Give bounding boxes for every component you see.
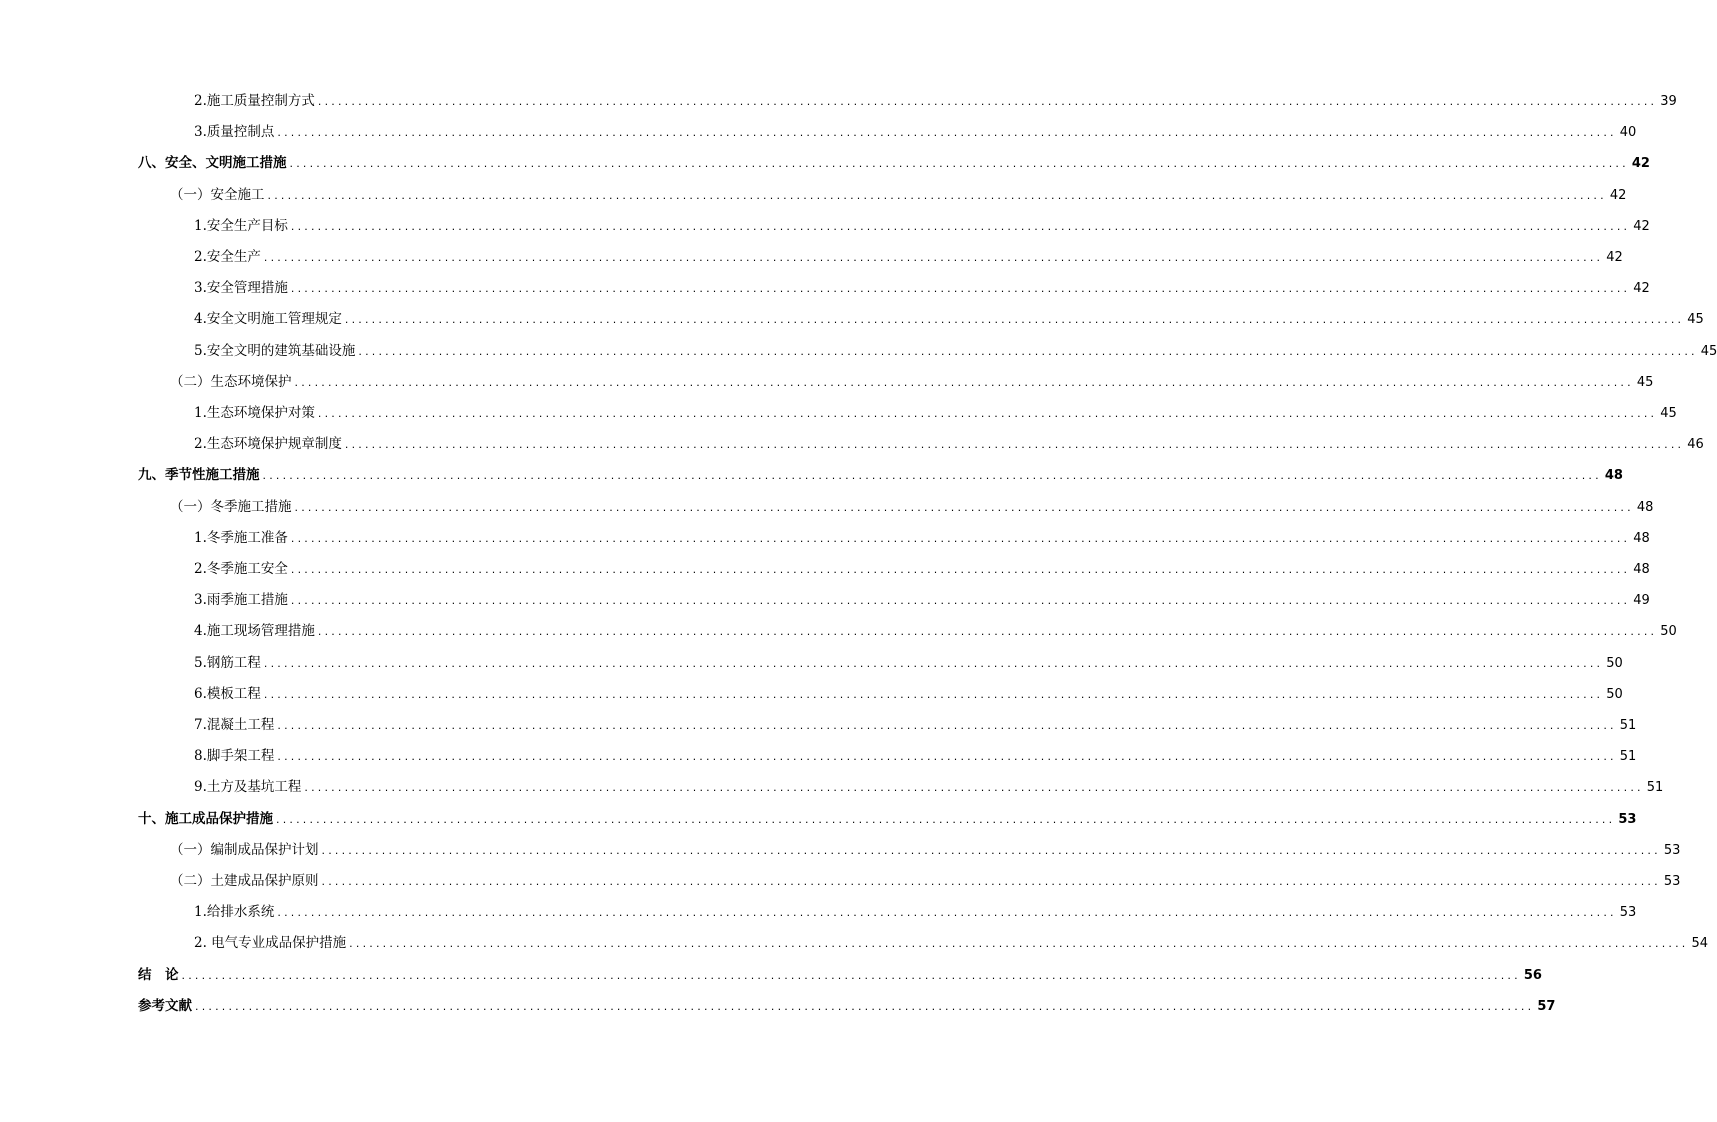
- toc-entry-page-number: 42: [1631, 156, 1650, 172]
- toc-leader-dots: ........................................................................................................................................................................................................: [290, 531, 1631, 545]
- toc-entry-title: 3.质量控制点: [194, 124, 275, 141]
- toc-entry-title: （一）编制成品保护计划: [170, 841, 319, 858]
- toc-entry-page-number: 42: [1633, 218, 1650, 234]
- toc-entry[interactable]: [194, 932, 1709, 954]
- toc-leader-dots: ........................................................................................................................................................................................................: [317, 625, 1658, 639]
- toc-leader-dots: ........................................................................................................................................................................................................: [277, 719, 1617, 732]
- toc-leader-dots: ........................................................................................................................................................................................................: [263, 687, 1604, 701]
- toc-entry-page-number: 45: [1700, 343, 1717, 359]
- toc-entry-title: 参考文献: [138, 997, 192, 1014]
- toc-entry-title: （一）安全施工: [170, 186, 265, 203]
- toc-entry-title: 2. 电气专业成品保护措施: [194, 935, 347, 952]
- toc-entry[interactable]: [194, 714, 1637, 736]
- toc-leader-dots: ........................................................................................................................................................................................................: [290, 219, 1631, 233]
- toc-leader-dots: ........................................................................................................................................................................................................: [262, 469, 1602, 483]
- toc-entry-title: 2.生态环境保护规章制度: [194, 436, 342, 453]
- toc-entry-page-number: 51: [1646, 780, 1664, 796]
- toc-entry[interactable]: [194, 308, 1704, 330]
- toc-entry-page-number: 50: [1606, 686, 1623, 702]
- toc-entry[interactable]: [138, 964, 1542, 986]
- toc-leader-dots: ........................................................................................................................................................................................................: [344, 438, 1685, 452]
- toc-entry[interactable]: [194, 215, 1650, 237]
- toc-leader-dots: ........................................................................................................................................................................................................: [267, 188, 1607, 202]
- toc-leader-dots: ........................................................................................................................................................................................................: [290, 594, 1631, 608]
- toc-entry-title: 4.施工现场管理措施: [194, 623, 315, 640]
- toc-entry-page-number: 53: [1663, 874, 1681, 889]
- toc-entry-page-number: 48: [1604, 468, 1623, 484]
- toc-leader-dots: ........................................................................................................................................................................................................: [321, 843, 1661, 857]
- toc-leader-dots: ........................................................................................................................................................................................................: [195, 999, 1535, 1013]
- toc-entry-page-number: 48: [1633, 562, 1650, 577]
- toc-entry-page-number: 53: [1618, 811, 1637, 827]
- toc-entry-page-number: 48: [1636, 499, 1654, 515]
- toc-entry[interactable]: [194, 901, 1637, 923]
- toc-entry-page-number: 49: [1633, 593, 1650, 609]
- toc-leader-dots: ........................................................................................................................................................................................................: [276, 812, 1616, 826]
- toc-entry-page-number: 54: [1691, 936, 1709, 952]
- toc-entry-title: 1.给排水系统: [194, 904, 275, 921]
- toc-entry-page-number: 39: [1660, 94, 1677, 109]
- toc-entry-page-number: 53: [1663, 842, 1681, 858]
- toc-entry[interactable]: [194, 652, 1623, 674]
- toc-entry-title: 4.安全文明施工管理规定: [194, 311, 342, 328]
- toc-entry-title: 5.钢筋工程: [194, 654, 261, 671]
- toc-entry-title: 8.脚手架工程: [194, 748, 275, 765]
- toc-entry-title: 九、季节性施工措施: [138, 467, 260, 484]
- toc-leader-dots: ........................................................................................................................................................................................................: [290, 563, 1631, 576]
- toc-entry[interactable]: [194, 558, 1650, 580]
- toc-entry-title: 1.生态环境保护对策: [194, 405, 315, 421]
- toc-entry-page-number: 48: [1633, 530, 1650, 546]
- toc-entry-page-number: 45: [1636, 374, 1654, 390]
- toc-entry-title: 2.安全生产: [194, 249, 261, 265]
- toc-entry[interactable]: [194, 620, 1677, 642]
- toc-entry-page-number: 42: [1609, 187, 1627, 203]
- toc-entry[interactable]: [194, 527, 1650, 549]
- toc-entry-title: 1.冬季施工准备: [194, 529, 288, 546]
- toc-entry-page-number: 40: [1619, 125, 1637, 141]
- toc-entry[interactable]: [194, 589, 1650, 611]
- toc-entry-title: 7.混凝土工程: [194, 717, 275, 733]
- toc-entry-title: 十、施工成品保护措施: [138, 810, 273, 827]
- toc-leader-dots: ........................................................................................................................................................................................................: [321, 875, 1661, 888]
- toc-leader-dots: ........................................................................................................................................................................................................: [304, 781, 1644, 795]
- toc-entry-page-number: 50: [1606, 655, 1623, 671]
- toc-entry-page-number: 51: [1619, 749, 1637, 765]
- toc-entry[interactable]: [138, 152, 1650, 174]
- toc-entry-title: （二）土建成品保护原则: [170, 873, 319, 889]
- toc-entry-page-number: 56: [1523, 967, 1542, 983]
- toc-entry-title: 3.安全管理措施: [194, 280, 288, 297]
- toc-entry-page-number: 45: [1687, 312, 1704, 328]
- toc-entry-page-number: 57: [1537, 998, 1556, 1014]
- toc-entry-title: 9.土方及基坑工程: [194, 779, 302, 796]
- toc-entry[interactable]: [138, 808, 1637, 830]
- toc-entry[interactable]: [170, 870, 1681, 892]
- toc-entry[interactable]: [194, 433, 1704, 455]
- toc-entry[interactable]: [170, 371, 1654, 393]
- toc-leader-dots: ........................................................................................................................................................................................................: [289, 157, 1629, 171]
- toc-leader-dots: ........................................................................................................................................................................................................: [358, 344, 1698, 358]
- toc-entry-title: 6.模板工程: [194, 685, 261, 702]
- toc-entry[interactable]: [170, 839, 1681, 861]
- toc-leader-dots: ........................................................................................................................................................................................................: [277, 906, 1617, 920]
- toc-entry-title: （一）冬季施工措施: [170, 498, 292, 515]
- toc-leader-dots: ........................................................................................................................................................................................................: [181, 968, 1521, 982]
- toc-entry[interactable]: [194, 683, 1623, 705]
- toc-entry[interactable]: [138, 464, 1623, 486]
- toc-leader-dots: ........................................................................................................................................................................................................: [263, 251, 1604, 264]
- toc-leader-dots: ........................................................................................................................................................................................................: [277, 126, 1617, 140]
- toc-entry-page-number: 42: [1633, 281, 1650, 297]
- toc-leader-dots: ........................................................................................................................................................................................................: [294, 375, 1634, 389]
- toc-entry[interactable]: [194, 246, 1623, 268]
- toc-entry-title: 5.安全文明的建筑基础设施: [194, 342, 356, 359]
- toc-entry-title: 结 论: [138, 966, 179, 983]
- toc-entry-title: 2.施工质量控制方式: [194, 93, 315, 109]
- toc-entry-title: 2.冬季施工安全: [194, 561, 288, 577]
- toc-entry[interactable]: [194, 745, 1637, 767]
- toc-leader-dots: ........................................................................................................................................................................................................: [277, 750, 1617, 764]
- toc-entry-page-number: 46: [1687, 437, 1704, 453]
- toc-leader-dots: ........................................................................................................................................................................................................: [344, 313, 1685, 327]
- toc-entry[interactable]: [194, 277, 1650, 299]
- toc-entry[interactable]: [170, 496, 1654, 518]
- toc-entry[interactable]: [194, 402, 1677, 424]
- toc-entry[interactable]: [138, 995, 1556, 1017]
- toc-leader-dots: ........................................................................................................................................................................................................: [290, 282, 1631, 296]
- toc-entry-title: 1.安全生产目标: [194, 217, 288, 234]
- toc-entry-page-number: 50: [1660, 624, 1677, 640]
- toc-entry-page-number: 51: [1619, 718, 1637, 733]
- toc-leader-dots: ........................................................................................................................................................................................................: [317, 407, 1658, 420]
- toc-entry[interactable]: [194, 90, 1677, 112]
- toc-entry[interactable]: [194, 121, 1637, 143]
- toc-leader-dots: ........................................................................................................................................................................................................: [263, 656, 1604, 670]
- toc-leader-dots: ........................................................................................................................................................................................................: [317, 95, 1658, 108]
- toc-entry[interactable]: [194, 340, 1717, 362]
- toc-entry-page-number: 53: [1619, 905, 1637, 921]
- toc-entry-page-number: 42: [1606, 250, 1623, 265]
- toc-entry[interactable]: [194, 776, 1664, 798]
- toc-leader-dots: ........................................................................................................................................................................................................: [294, 500, 1634, 514]
- toc-entry-title: 八、安全、文明施工措施: [138, 155, 287, 172]
- toc-entry-page-number: 45: [1660, 406, 1677, 421]
- toc-entry[interactable]: [170, 184, 1627, 206]
- toc-entry-title: （二）生态环境保护: [170, 373, 292, 390]
- toc-leader-dots: ........................................................................................................................................................................................................: [349, 937, 1689, 951]
- toc-entry-title: 3.雨季施工措施: [194, 592, 288, 609]
